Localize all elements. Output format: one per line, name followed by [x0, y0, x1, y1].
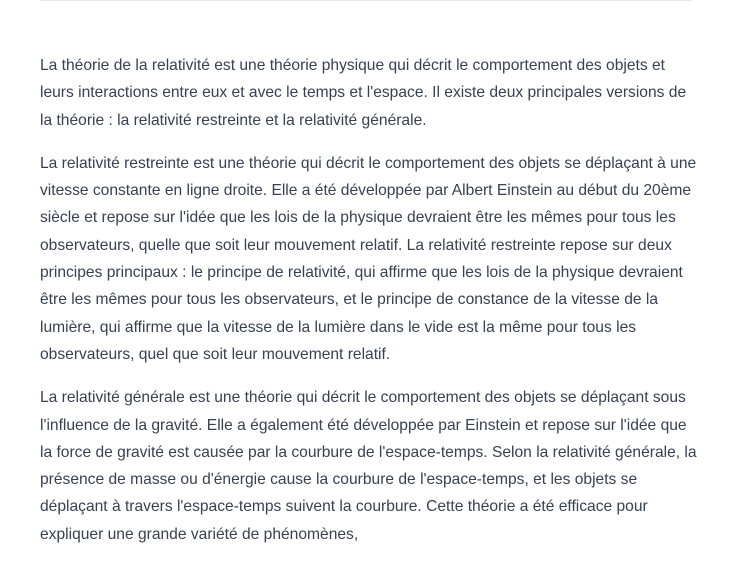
message-paragraph-3: La relativité générale est une théorie qui décrit le comportement des objets se déplaçant sous l'influence de la gravité. Elle a également été développée par Einstein et repose sur l'idée que la force de gravité est causée par la courbure de l'espace-temps. Selon la relativité générale, la présence de masse ou d'énergie cause la courbure de l'espace-temps, et les objets se déplaçant à travers l'espace-temps suivent la courbure. Cette théorie a été efficace pour expliquer une grande variété de phénomènes,	[40, 389, 697, 543]
assistant-message	[40, 52, 700, 564]
message-paragraph-1: La théorie de la relativité est une théorie physique qui décrit le comportement des objets et leurs interactions entre eux et avec le temps et l'espace. Il existe deux principales versions de la théorie : la relativité restreinte et la relativité générale.	[40, 57, 687, 129]
message-paragraph-2: La relativité restreinte est une théorie qui décrit le comportement des objets se déplaçant à une vitesse constante en ligne droite. Elle a été développée par Albert Einstein au début du 20ème siècle et repose sur l'idée que les lois de la physique devraient être les mêmes pour tous les observateurs, quelle que soit leur mouvement relatif. La relativité restreinte repose sur deux principes principaux : le principe de relativité, qui affirme que les lois de la physique devraient être les mêmes pour tous les observateurs, et le principe de constance de la vitesse de la lumière, qui affirme que la vitesse de la lumière dans le vide est la même pour tous les observateurs, quel que soit leur mouvement relatif.	[40, 154, 697, 363]
top-divider	[40, 0, 692, 1]
